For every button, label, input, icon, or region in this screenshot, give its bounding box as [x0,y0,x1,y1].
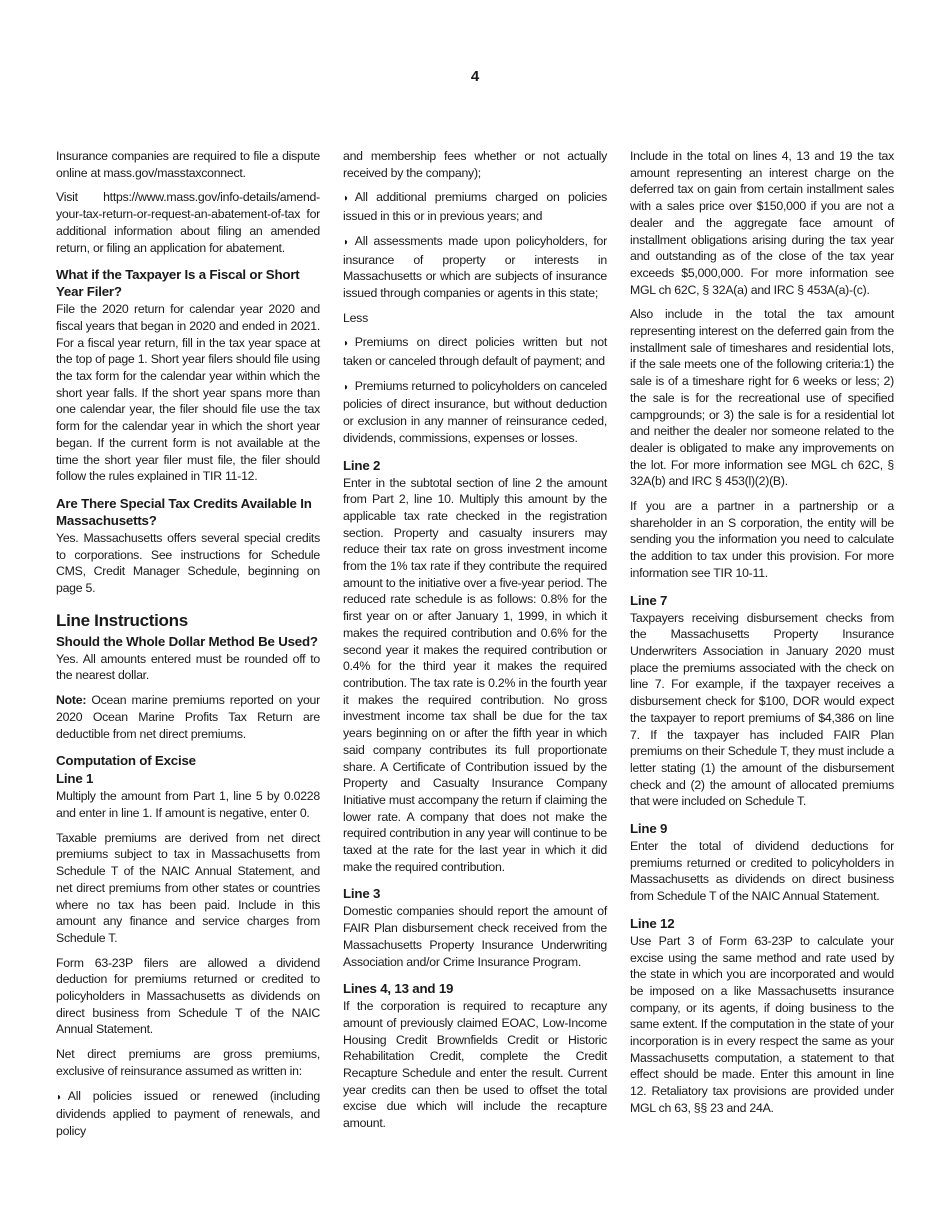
line2-heading: Line 2 [343,457,381,473]
column-middle [343,148,607,1140]
bullet-additional-premiums: ◗ All additional premiums charged on policies issued in this or in previous years; and [343,189,607,224]
page-number: 4 [470,68,480,85]
line2-paragraph: Enter in the subtotal section of line 2 the amount from Part 2, line 10. Multiply this amount by the applicable tax rate checked in the registration section. Property and casualty insurers may reduce their tax rate on gross investment income from the 1% tax rate if they contribute the required amount to the initiative over a five-year period. The reduced rate schedule is as follows: 0.8% for the first year on or after January 1, 1999, in which it makes the required contribution and 0.6% for the second year it makes the required contribution or 0.4% for the third year it makes the required contribution. The tax rate is 0.2% in the fourth year it makes the required contribution. No gross investment income tax shall be due for the tax years beginning on or after the fifth year in which said company contributes its full proportionate share. A Certificate of Contribution issued by the Property and Casualty Insurance Company Initiative must accompany the return if claiming the lower rate. A company that does not make the required contribution in any year will continue to be taxed at the rate for the last year in which it did make the required contribution. [343,475,607,874]
bullet-assessments: ◗ All assessments made upon policyholders, for insurance of property or interests in Massachusetts or which are subjects of insurance issued through companies or agents in this state; [343,233,607,302]
bullet-premiums-returned: ◗ Premiums returned to policyholders on canceled policies of direct insurance, but without deduction or exclusion in any manner of reinsurance ceded, dividends, commissions, expenses or losses. [343,378,607,447]
taxable-paragraph: Taxable premiums are derived from net direct premiums subject to tax in Massachusetts from Schedule T of the NAIC Annual Statement, and net direct premiums from other states or countries where no tax has been paid. Include in this amount any finance and service charges from Schedule T. [56,830,320,945]
amend-paragraph: Visit https://www.mass.gov/info-details/amend-your-tax-return-or-request-an-abatement-of-tax for additional information about filing an amended return, or filing an application for abatement. [56,190,320,255]
credits-heading: Are There Special Tax Credits Available In Massachusetts? [56,495,312,528]
line7-paragraph: Taxpayers receiving disbursement checks from the Massachusetts Property Insurance Underwriters Association in January 2020 must place the premiums associated with the check on line 7. For example, if the taxpayer receives a disbursement check for $100, DOR would expect the taxpayer to report premiums of $4,386 on line 7. If the taxpayer has included FAIR Plan premiums on their Schedule T, they must include a letter stating (1) the amount of the disbursement check and (2) the amount of allocated premiums that were included on Schedule T. [630,610,894,809]
column-right [630,148,894,1125]
dispute-paragraph: Insurance companies are required to file a dispute online at mass.gov/masstaxconnect. [56,149,320,180]
note-label: Note: [56,693,87,708]
line3-heading: Line 3 [343,886,381,902]
fiscal-heading: What if the Taxpayer Is a Fiscal or Short Year Filer? [56,267,300,300]
net-direct-paragraph: Net direct premiums are gross premiums, exclusive of reinsurance assumed as written in: [56,1047,320,1078]
include-paragraph: Include in the total on lines 4, 13 and 19 the tax amount representing an interest charge on the deferred tax on gain from certain installment sales with a sales price over $150,000 if you are not a dealer and the aggregate face amount of installment obligations arising during the tax year and outstanding as of the close of the tax year exceeds $5,000,000. For more information see MGL ch 62C, § 32A(a) and IRC § 453A(a)-(c). [630,149,894,297]
line1-paragraph: Multiply the amount from Part 1, line 5 by 0.0228 and enter in line 1. If amount is negative, enter 0. [56,789,320,820]
note-text: Ocean marine premiums reported on your 2020 Ocean Marine Profits Tax Return are deductible from net direct premiums. [56,693,320,741]
line12-paragraph: Use Part 3 of Form 63-23P to calculate your excise using the same method and rate used by the state in which you are incorporated and would be imposed on a like Massachusetts insurance company, or its agents, if doing business to the same extent. If the computation in the state of your incorporation is in every respect the same as your Massachusetts computation, a statement to that effect should be made. Enter this amount in line 12. Retaliatory tax provisions are provided under MGL ch 63, §§ 23 and 24A. [630,933,894,1115]
note-paragraph [56,692,320,742]
continued-paragraph: and membership fees whether or not actually received by the company); [343,149,607,180]
credits-paragraph: Yes. Massachusetts offers several special credits to corporations. See instructions for Schedule CMS, Credit Manager Schedule, beginning on page 5. [56,530,320,596]
lines-4-13-19-heading: Lines 4, 13 and 19 [343,981,454,997]
lines-4-13-19-paragraph: If the corporation is required to recapture any amount of previously claimed EOAC, Low-Income Housing Credit Brownfields Credit or Historic Rehabilitation Credit, complete the Credit Recapture Schedule and enter the result. Current year credits can then be used to offset the total excise due which will include the recapture amount. [343,999,607,1131]
bullet-premiums-direct: ◗ Premiums on direct policies written but not taken or canceled through default of payment; and [343,334,607,369]
also-include-paragraph: Also include in the total the tax amount representing interest on the deferred gain from the installment sale of timeshares and residential lots, if the sale meets one of the following criteria:1) the sale is of a timeshare right for 6 weeks or less; 2) the sale is for the recreational use of specified campgrounds; or 3) the sale is for a residential lot and neither the dealer nor someone related to the dealer is obligated to make any improvements on the lot. For more information see MGL ch 62C, § 32A(b) and IRC § 453(l)(2)(B). [630,307,894,489]
whole-dollar-paragraph: Yes. All amounts entered must be rounded off to the nearest dollar. [56,651,320,683]
column-left [56,148,320,1148]
line7-heading: Line 7 [630,592,668,608]
line3-paragraph: Domestic companies should report the amount of FAIR Plan disbursement check received from the Massachusetts Property Insurance Underwriting Association and/or Crime Insurance Program. [343,904,607,969]
whole-dollar-heading: Should the Whole Dollar Method Be Used? [56,633,318,649]
line9-paragraph: Enter the total of dividend deductions for premiums returned or credited to policyholders in Massachusetts as dividends on direct business from Schedule T of the NAIC Annual Statement. [630,839,894,904]
line9-heading: Line 9 [630,821,668,837]
fiscal-paragraph: File the 2020 return for calendar year 2020 and fiscal years that began in 2020 and ended in 2021. For a fiscal year return, fill in the tax year space at the top of page 1. Short year filers should file using the tax form for the calendar year within which the short year falls. If the short year spans more than one calendar year, the filer should file use the tax form for the calendar year in which the short year began. If the current form is not available at the time the short year filer must file, the filer should follow the rules explained in TIR 11-12. [56,302,320,484]
line1-heading: Line 1 [56,771,94,787]
form-6323p-paragraph: Form 63-23P filers are allowed a dividend deduction for premiums returned or credited to policyholders in Massachusetts as dividends on direct business from Schedule T of the NAIC Annual Statement. [56,955,320,1037]
less-label: Less [343,310,368,325]
line12-heading: Line 12 [630,915,675,931]
computation-heading: Computation of Excise [56,753,196,769]
line-instructions-heading: Line Instructions [56,610,188,630]
partner-paragraph: If you are a partner in a partnership or a shareholder in an S corporation, the entity will be sending you the information you need to calculate the addition to tax under this provision. For more information see TIR 10-11. [630,499,894,580]
bullet-all-policies: ◗ All policies issued or renewed (including dividends applied to payment of renewals, and policy [56,1088,320,1140]
